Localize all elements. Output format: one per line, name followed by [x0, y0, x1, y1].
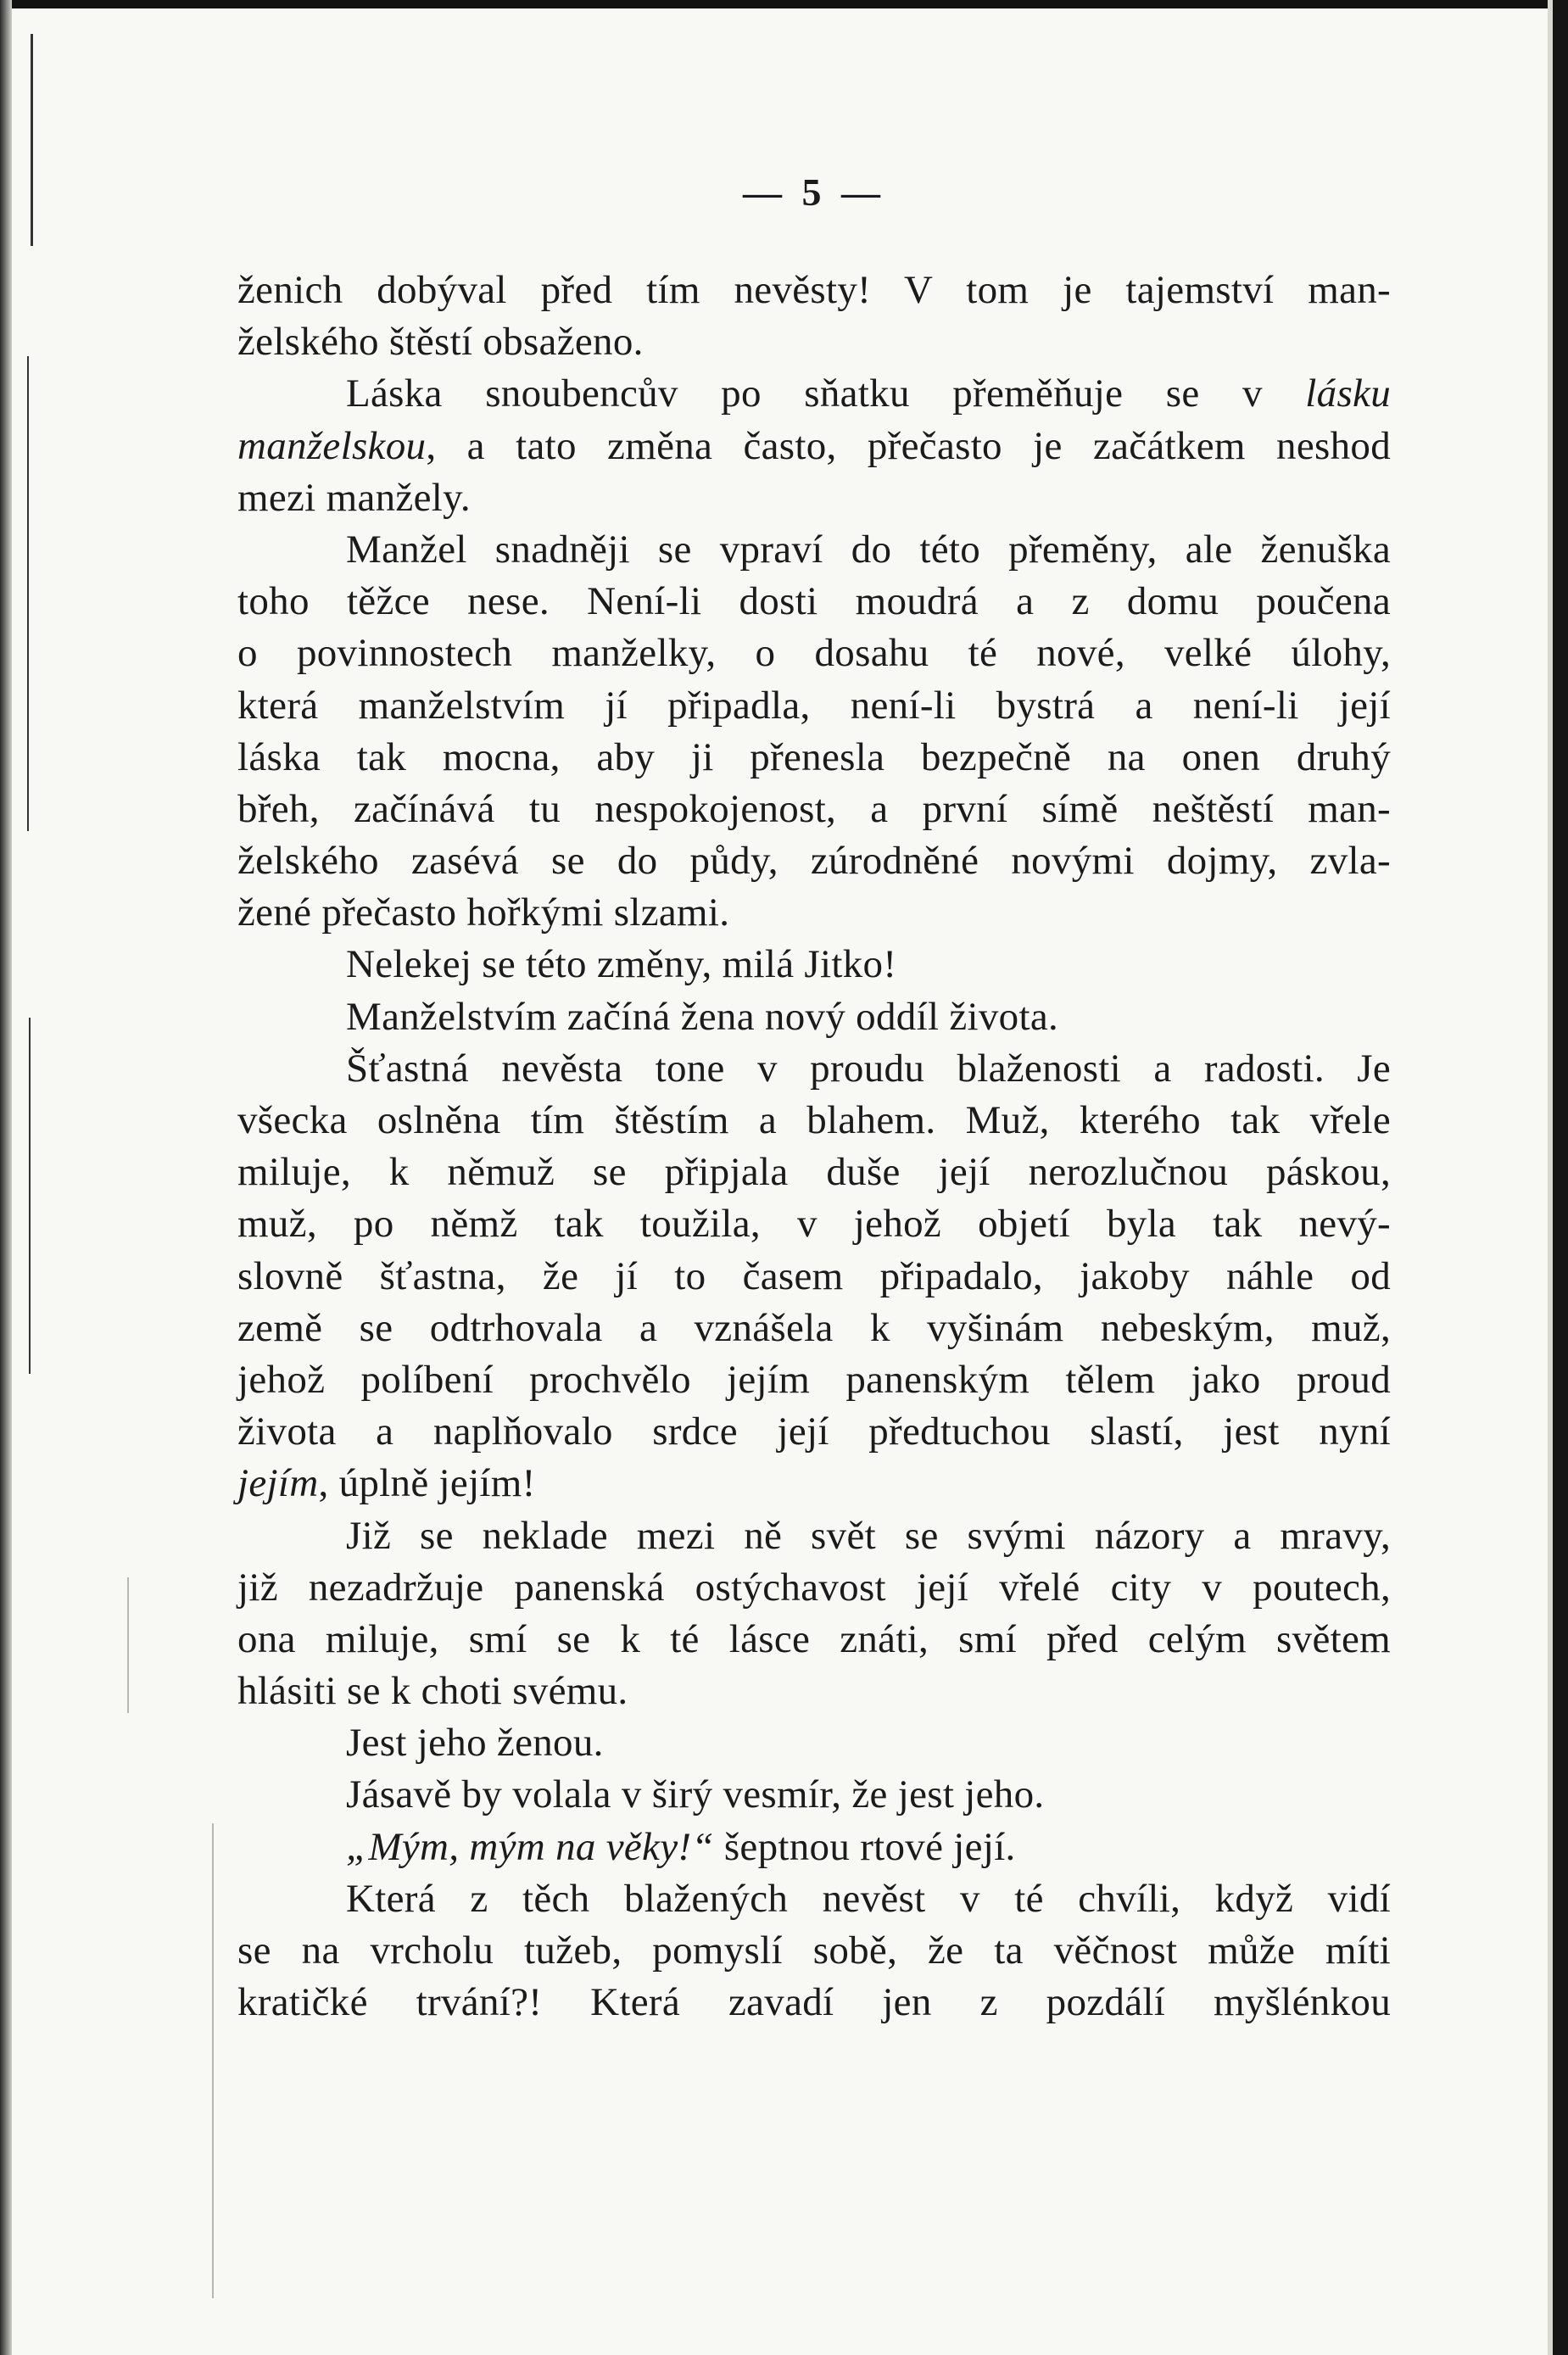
text-line: slovně šťastna, že jí to časem připadalo, jakoby náhle od: [237, 1253, 1391, 1298]
text-line: všecka oslněna tím štěstím a blahem. Muž, kterého tak vřele: [237, 1098, 1391, 1142]
text-line: toho těžce nese. Není-li dosti moudrá a z domu poučena: [237, 579, 1391, 624]
scan-right-edge: [1553, 0, 1568, 2355]
scan-streak: [212, 1823, 214, 2298]
page-number: — 5 —: [743, 170, 885, 214]
text-line: Již se neklade mezi ně svět se svými názory a mravy,: [346, 1513, 1391, 1558]
text-line: Jásavě by volala v širý vesmír, že jest jeho.: [346, 1772, 1045, 1817]
binding-mark: [27, 356, 29, 831]
text-line: [237, 421, 1391, 472]
text-run: , a tato změna často, přečasto je začátkem neshod: [426, 423, 1391, 468]
text-line: Manžel snadněji se vpraví do této přeměny, ale ženuška: [346, 527, 1391, 572]
scan-streak: [127, 1577, 129, 1713]
scan-left-edge: [0, 0, 12, 2355]
text-line: břeh, začínává tu nespokojenost, a první símě neštěstí man-: [237, 786, 1391, 831]
text-line: miluje, k němuž se připjala duše její nerozlučnou páskou,: [237, 1150, 1391, 1195]
text-run: Láska snoubencův po sňatku přeměňuje se v: [346, 371, 1306, 416]
binding-mark: [31, 34, 33, 246]
text-line: želského štěstí obsaženo.: [237, 320, 644, 365]
text-line: muž, po němž tak toužila, v jehož objetí byla tak nevý-: [237, 1202, 1391, 1247]
text-line: již nezadržuje panenská ostýchavost její vřelé city v poutech,: [237, 1565, 1391, 1610]
text-line: ženich dobýval před tím nevěsty! V tom je tajemství man-: [237, 268, 1391, 312]
text-line: mezi manžely.: [237, 475, 471, 520]
italic-run: manželskou: [237, 423, 427, 468]
text-line: se na vrcholu tužeb, pomyslí sobě, že ta věčnost může míti: [237, 1928, 1391, 1973]
italic-run: jejím: [237, 1461, 319, 1506]
text-run: šeptnou rtové její.: [713, 1824, 1016, 1869]
text-line: želského zasévá se do půdy, zúrodněné novými dojmy, zvla-: [237, 839, 1391, 884]
text-line: žené přečasto hořkými slzami.: [237, 890, 730, 935]
text-line: jehož políbení prochvělo jejím panenským tělem jako proud: [237, 1357, 1391, 1402]
scan-top-edge: [0, 0, 1568, 8]
text-line: kratičké trvání?! Která zavadí jen z pozdálí myšlénkou: [237, 1980, 1391, 2025]
text-line: láska tak mocna, aby ji přenesla bezpečně na onen druhý: [237, 734, 1391, 779]
text-line: života a naplňovalo srdce její předtuchou slastí, jest nyní: [237, 1409, 1391, 1454]
text-line: Která z těch blažených nevěst v té chvíli, když vidí: [346, 1876, 1391, 1921]
text-line: ona miluje, smí se k té lásce znáti, smí před celým světem: [237, 1616, 1391, 1661]
body-text: [237, 265, 1391, 2029]
text-line: hlásiti se k choti svému.: [237, 1669, 628, 1714]
text-line: [237, 368, 1391, 420]
text-line: [237, 1822, 1391, 1873]
binding-mark: [29, 1018, 31, 1374]
text-line: o povinnostech manželky, o dosahu té nové, velké úlohy,: [237, 631, 1391, 676]
text-line: která manželstvím jí připadla, není-li bystrá a není-li její: [237, 683, 1391, 728]
text-line: Manželstvím začíná žena nový oddíl života.: [346, 994, 1059, 1039]
text-line: [237, 1458, 1391, 1510]
text-line: Nelekej se této změny, milá Jitko!: [346, 942, 897, 987]
text-line: Jest jeho ženou.: [346, 1721, 604, 1766]
italic-run: lásku: [1305, 371, 1391, 416]
text-run: , úplně jejím!: [318, 1461, 536, 1506]
italic-run: „Mým, mým na věky!“: [346, 1824, 714, 1869]
text-line: Šťastná nevěsta tone v proudu blaženosti a radosti. Je: [346, 1046, 1391, 1091]
text-line: země se odtrhovala a vznášela k vyšinám nebeským, muž,: [237, 1305, 1391, 1350]
